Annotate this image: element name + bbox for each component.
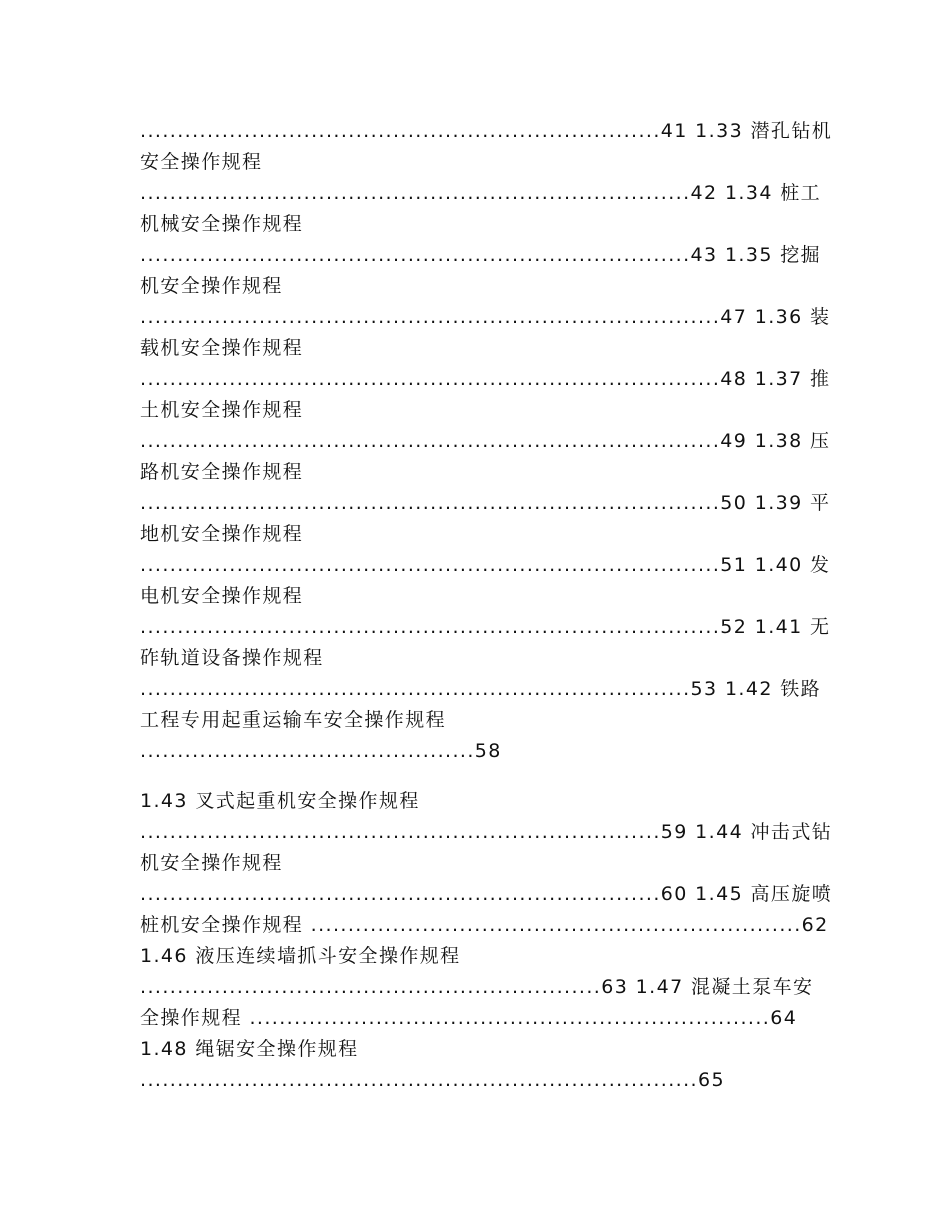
- toc-line: ..............................................................63 1.47 混凝土泵车安: [140, 976, 814, 998]
- toc-line: ..............................................................................51 1.40 发: [140, 554, 831, 576]
- toc-line: 全操作规程 ......................................................................64: [140, 1007, 798, 1029]
- toc-line: 机械安全操作规程: [140, 213, 304, 235]
- toc-line: ......................................................................59 1.44 冲击式钻: [140, 821, 833, 843]
- toc-line: 1.48 绳锯安全操作规程: [140, 1038, 359, 1060]
- toc-line: 1.43 叉式起重机安全操作规程: [140, 790, 420, 812]
- toc-line: 工程专用起重运输车安全操作规程: [140, 709, 447, 731]
- toc-line: ..........................................................................42 1.34 桩工: [140, 182, 822, 204]
- toc-line: ..........................................................................43 1.35 挖掘: [140, 244, 822, 266]
- toc-line: 桩机安全操作规程 ..................................................................62: [140, 914, 829, 936]
- toc-line: ...........................................................................65: [140, 1069, 725, 1091]
- toc-line: ..............................................................................47 1.36 装: [140, 306, 831, 328]
- toc-line: ..............................................................................50 1.39 平: [140, 492, 831, 514]
- toc-line: ..............................................................................49 1.38 压: [140, 430, 831, 452]
- toc-line: 1.46 液压连续墙抓斗安全操作规程: [140, 945, 461, 967]
- toc-line: 路机安全操作规程: [140, 461, 304, 483]
- toc-line: 砟轨道设备操作规程: [140, 647, 324, 669]
- toc-line: ......................................................................41 1.33 潜孔钻机: [140, 120, 833, 142]
- toc-line: ......................................................................60 1.45 高压旋喷: [140, 883, 833, 905]
- toc-line: 土机安全操作规程: [140, 399, 304, 421]
- toc-line: 电机安全操作规程: [140, 585, 304, 607]
- toc-line: 安全操作规程: [140, 151, 263, 173]
- toc-line: .............................................58: [140, 740, 502, 762]
- toc-line: 机安全操作规程: [140, 852, 283, 874]
- toc-line: 机安全操作规程: [140, 275, 283, 297]
- toc-line: 地机安全操作规程: [140, 523, 304, 545]
- toc-line: ..........................................................................53 1.42 铁路: [140, 678, 822, 700]
- toc-line: ..............................................................................48 1.37 推: [140, 368, 831, 390]
- toc-line: 载机安全操作规程: [140, 337, 304, 359]
- toc-line: ..............................................................................52 1.41 无: [140, 616, 831, 638]
